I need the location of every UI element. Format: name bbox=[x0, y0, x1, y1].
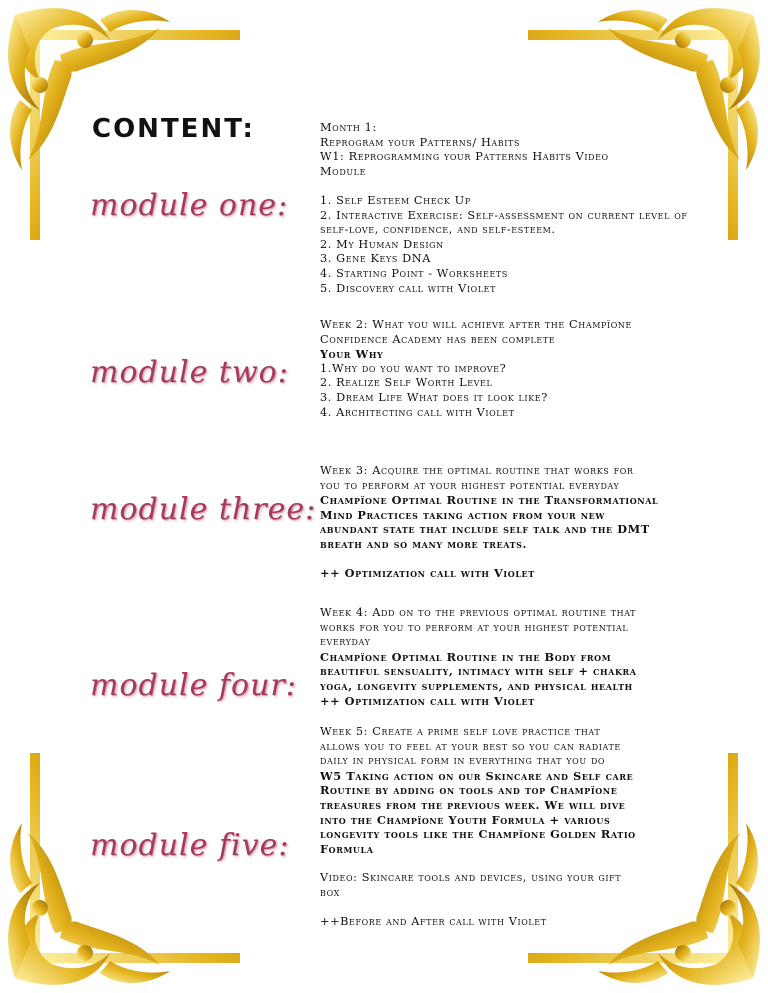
routine-text: treasures from the previous week. We will dive bbox=[320, 797, 626, 812]
week-one-title: W1: Reprogramming your Patterns Habits Video bbox=[320, 150, 609, 164]
list-item: 3. Gene Keys DNA bbox=[320, 252, 431, 266]
module-two-label: module two: bbox=[90, 355, 289, 390]
week-title: Week 5: Create a prime self love practice that bbox=[320, 725, 601, 738]
module-four-label: module four: bbox=[90, 668, 297, 703]
call-text: ++ Optimization call with Violet bbox=[320, 566, 535, 581]
call-text: ++ Optimization call with Violet bbox=[320, 693, 535, 708]
month-title: Reprogram your Patterns/ Habits bbox=[320, 135, 521, 149]
routine-text: W5 Taking action on our Skincare and Self care bbox=[320, 768, 634, 783]
list-item: 4. Architecting call with Violet bbox=[320, 405, 515, 419]
week-title: Week 4: Add on to the previous optimal routine that bbox=[320, 606, 637, 619]
module-three-label: module three: bbox=[90, 492, 317, 527]
routine-text: Mind Practices taking action from your new bbox=[320, 507, 605, 522]
list-item: 2. Interactive Exercise: Self-assessment on current level of bbox=[320, 208, 688, 222]
list-item: 3. Dream Life What does it look like? bbox=[320, 390, 548, 404]
list-item: self-love, confidence, and self-esteem. bbox=[320, 223, 556, 237]
module-three-content bbox=[320, 464, 745, 581]
routine-text: Champïone Optimal Routine in the Transformational bbox=[320, 493, 659, 508]
week-title: Week 3: Acquire the optimal routine that works for bbox=[320, 464, 634, 477]
module-five-content bbox=[320, 725, 745, 929]
routine-text: beautiful sensuality, intimacy with self + chakra bbox=[320, 664, 637, 679]
module-one-content bbox=[320, 121, 745, 296]
week-title: works for you to perform at your highest potential bbox=[320, 620, 629, 634]
list-item: 4. Starting Point - Worksheets bbox=[320, 266, 508, 280]
content-heading: CONTENT: bbox=[92, 114, 255, 144]
list-item: 5. Discovery call with Violet bbox=[320, 281, 497, 295]
video-text: Video: Skincare tools and devices, using your gift bbox=[320, 870, 622, 884]
list-item: 1. Self Esteem Check Up bbox=[320, 193, 471, 207]
week-title: allows you to feel at your best so you can radiate bbox=[320, 739, 621, 753]
routine-text: longevity tools like the Champïone Golden Ratio bbox=[320, 827, 636, 842]
list-item: 2. My Human Design bbox=[320, 237, 444, 251]
week-title: daily in physical form in everything that you do bbox=[320, 754, 606, 768]
routine-text: abundant state that include self talk and the DMT bbox=[320, 522, 650, 537]
routine-text: into the Champïone Youth Formula + various bbox=[320, 812, 611, 827]
routine-text: breath and so many more treats. bbox=[320, 536, 528, 551]
section-subtitle: Your Why bbox=[320, 347, 384, 362]
week-title: Confidence Academy has been complete bbox=[320, 332, 556, 346]
module-two-content bbox=[320, 318, 745, 420]
module-one-label: module one: bbox=[90, 188, 289, 223]
routine-text: Routine by adding on tools and top Champïone bbox=[320, 783, 618, 798]
week-title: Week 2: What you will achieve after the Champïone bbox=[320, 318, 632, 331]
routine-text: Champïone Optimal Routine in the Body from bbox=[320, 649, 612, 664]
list-item: 2. Realize Self Worth Level bbox=[320, 376, 493, 390]
month-label: Month 1: bbox=[320, 121, 377, 134]
video-text: box bbox=[320, 885, 340, 899]
week-title: you to perform at your highest potential everyday bbox=[320, 478, 620, 492]
routine-text: Formula bbox=[320, 841, 374, 856]
call-text: ++Before and After call with Violet bbox=[320, 914, 547, 928]
week-one-title-cont: Module bbox=[320, 164, 367, 178]
gold-corner-ornament-bottom-left bbox=[0, 753, 240, 993]
routine-text: yoga, longevity supplements, and physical health bbox=[320, 678, 633, 693]
week-title: everyday bbox=[320, 635, 371, 649]
module-five-label: module five: bbox=[90, 828, 290, 863]
list-item: 1.Why do you want to improve? bbox=[320, 361, 507, 375]
module-four-content bbox=[320, 606, 745, 708]
